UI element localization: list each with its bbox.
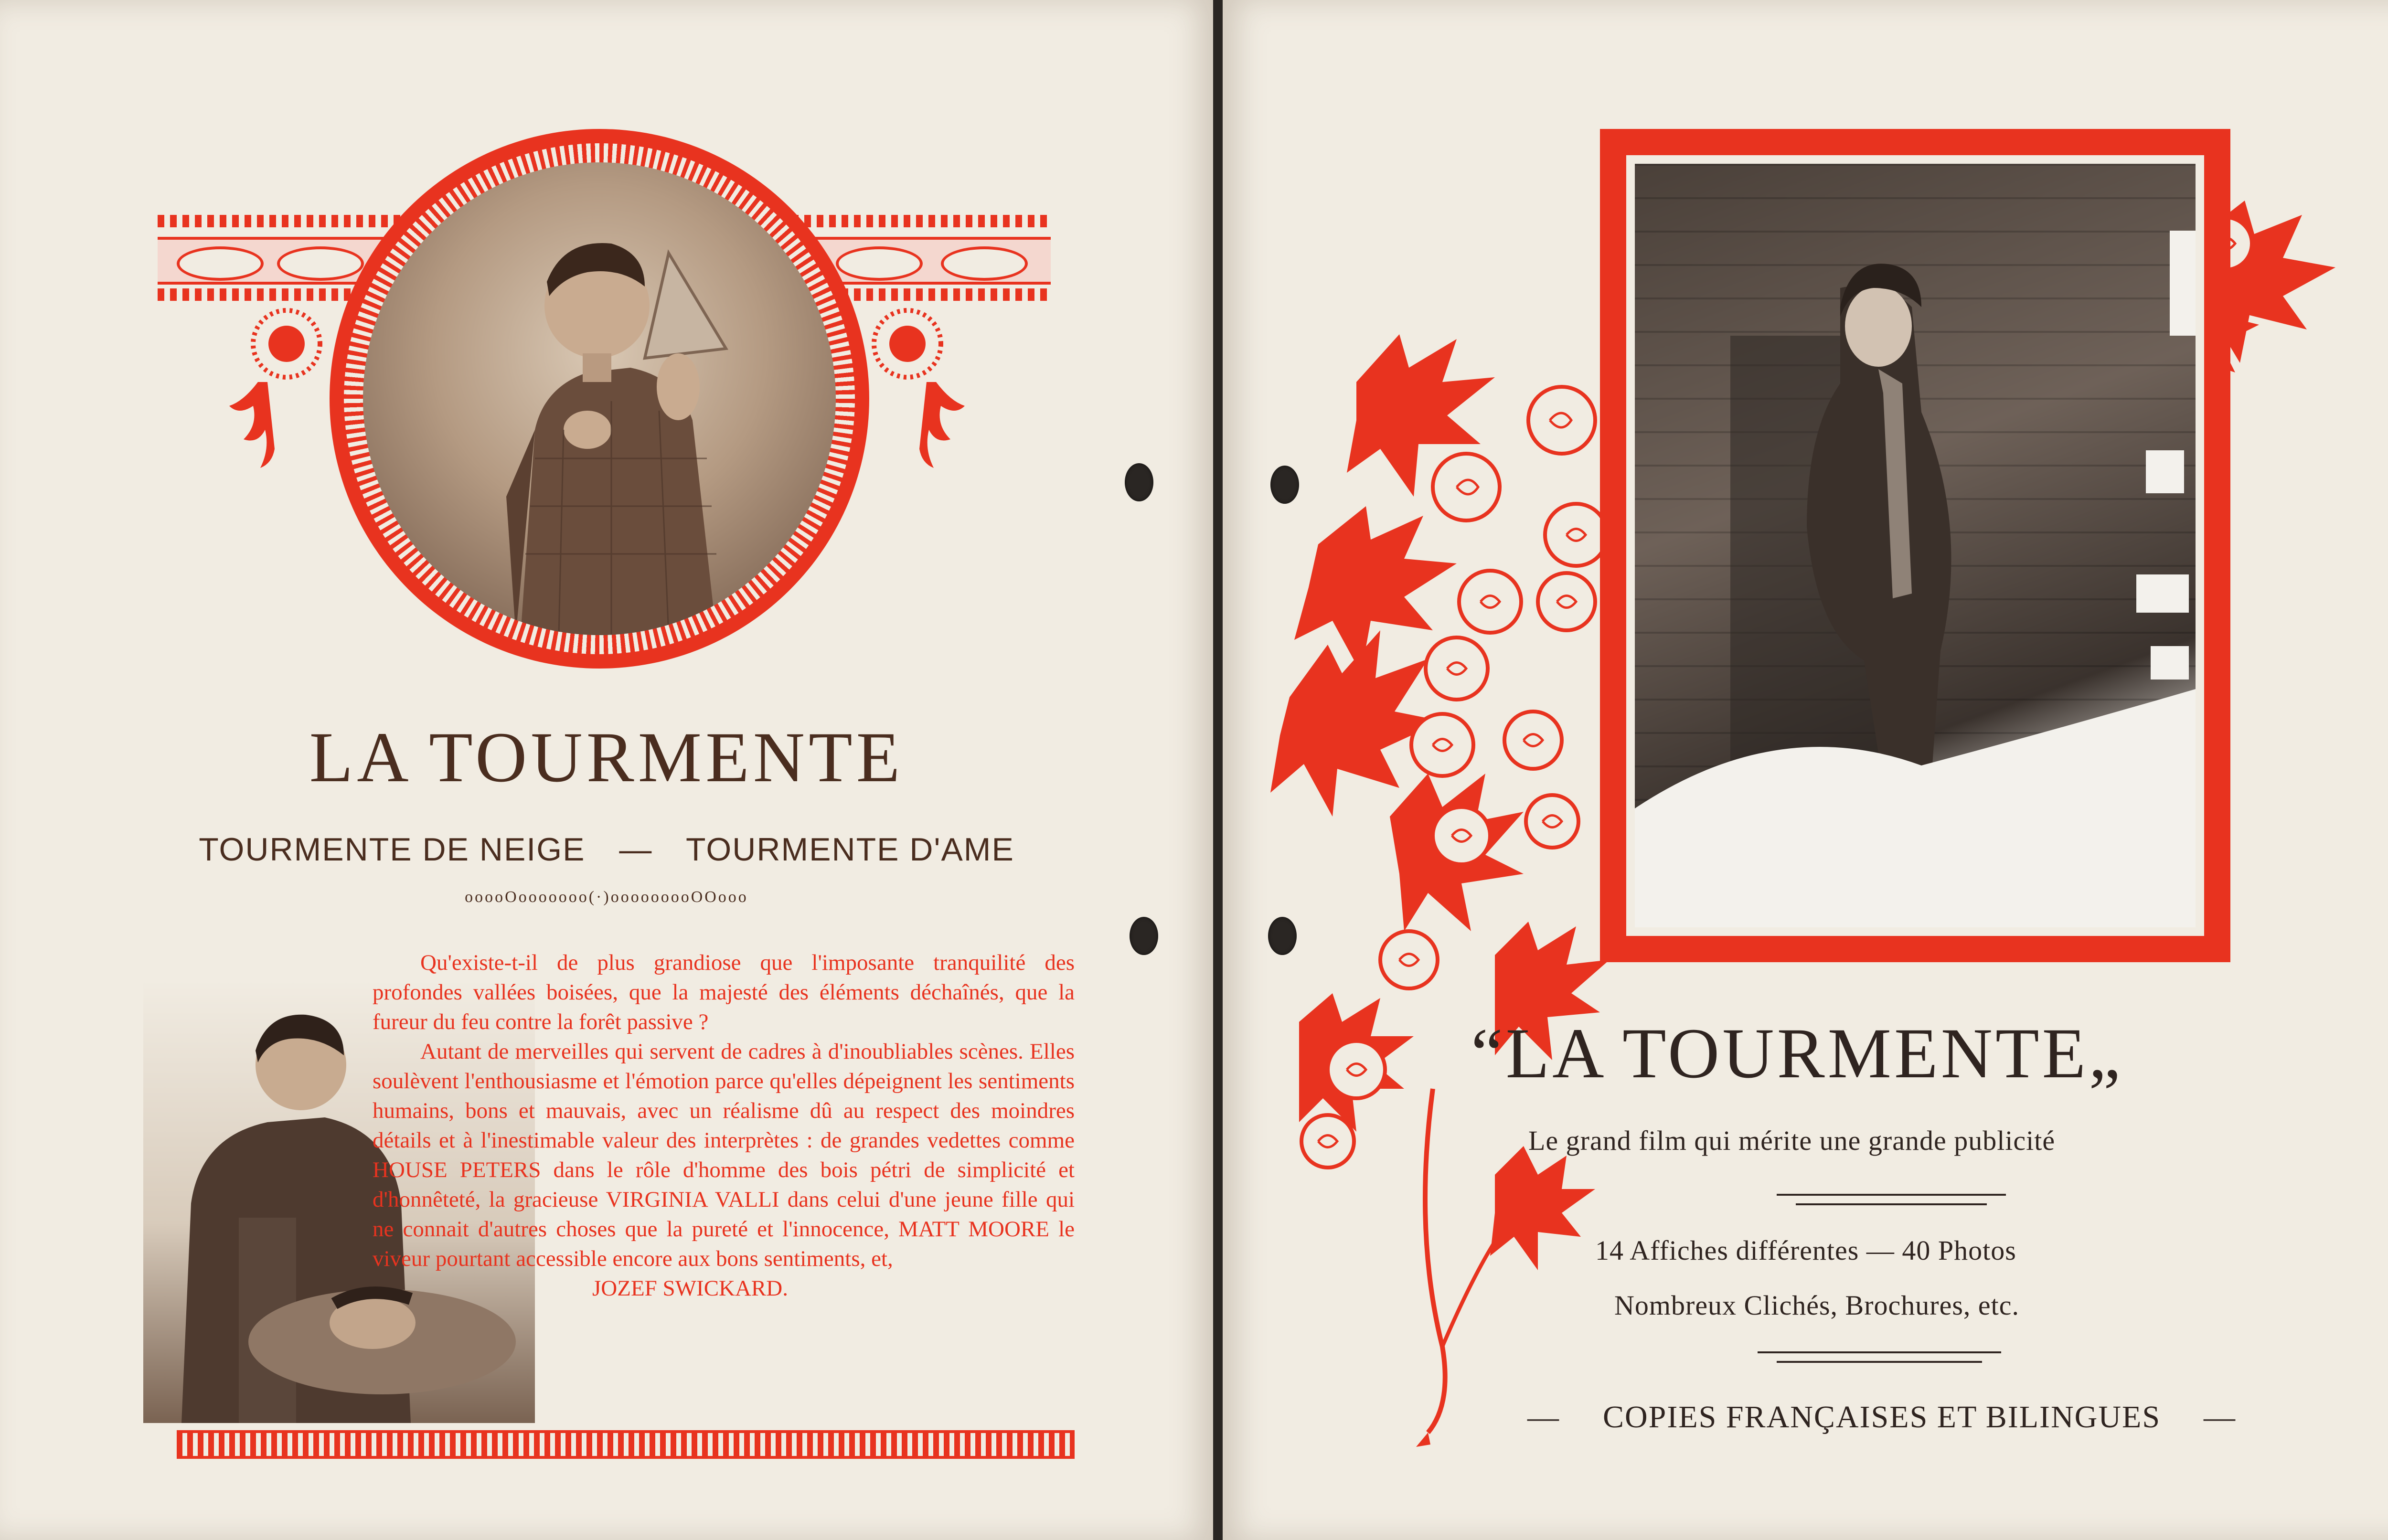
portrait-medallion [330,129,869,669]
info-line-2: Nombreux Clichés, Brochures, etc. [1614,1290,2020,1321]
divider-rule-1b [1796,1203,1987,1205]
copies-text: COPIES FRANÇAISES ET BILINGUES [1602,1400,2161,1434]
portrait-photo [363,162,836,635]
copies-dash-right: — [2204,1400,2237,1434]
subtitle-right: Le grand film qui mérite une grande publicité [1528,1125,2056,1156]
subtitle-part1: TOURMENTE DE NEIGE [199,831,586,868]
subtitle-dash: — [619,831,653,868]
divider-rule-2b [1777,1361,1982,1363]
copies-line [1471,1399,2292,1435]
film-strip-band-bottom [177,1430,1075,1459]
subtitle-left [0,831,1213,868]
info-line-1: 14 Affiches différentes — 40 Photos [1595,1235,2016,1266]
subtitle-part2: TOURMENTE D'AME [686,831,1014,868]
paragraph-2: Autant de merveilles qui servent de cadres à d'inoubliables scènes. Elles soulèvent l'enthousiasme et l'émotion parce qu'elles dépeignent les sentiments humains, bons et mauvais, avec un réalisme dû au respect des moindres détails et à l'inestimable valeur des interprètes : de grandes vedettes comme HOUSE PETERS dans le rôle d'homme des bois pétri de simplicité et d'honnêteté, la gracieuse VIRGINIA VALLI dans celui d'une jeune fille qui ne connait d'autres choses que la pureté et l'innocence, MATT MOORE le viveur pourtant accessible encore aux bons sentiments, et, [373,1039,1075,1271]
paragraph-1: Qu'existe-t-il de plus grandiose que l'imposante tranquilité des profondes vallées boisées, que la majesté des éléments déchaînés, que la fureur du feu contre la forêt passive ? [373,950,1075,1034]
body-text [373,948,1075,1303]
binder-hole-bottom-left [1130,917,1158,955]
copies-dash-left: — [1527,1400,1560,1434]
paragraph-3: JOZEF SWICKARD. [592,1276,788,1301]
ornament-divider: ooooOooooooo(·)ooooooooOOooo [465,888,748,906]
page-title-right: “LA TOURMENTE„ [1471,1014,2123,1093]
framed-photo [1600,129,2230,962]
divider-rule-2a [1758,1351,2001,1353]
woman-photo [1635,164,2196,927]
binder-hole-top-left [1125,463,1153,501]
divider-rule-1a [1777,1194,2006,1196]
page-title-left: LA TOURMENTE [309,718,904,797]
